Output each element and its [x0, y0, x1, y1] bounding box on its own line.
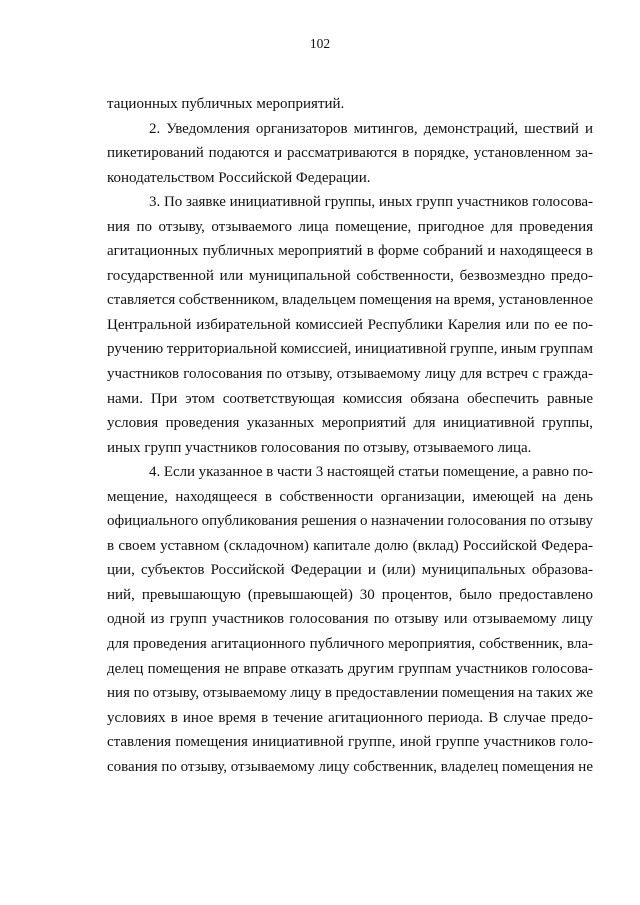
text-line: 3. По заявке инициативной группы, иных групп участников голосова- — [149, 194, 593, 211]
text-line: ции, субъектов Российской Федерации и (или) муниципальных образова- — [107, 562, 593, 579]
text-line: одной из групп участников голосования по отзыву или отзываемому лицу — [107, 611, 593, 628]
paragraph — [107, 190, 593, 460]
text-line: ния по отзыву, отзываемого лица помещение, пригодное для проведения — [107, 218, 593, 235]
text-line: условиях в иное время в течение агитационного периода. В случае предо- — [107, 709, 593, 726]
text-line: конодательством Российской Федерации. — [107, 169, 371, 186]
text-line: 4. Если указанное в части 3 настоящей статьи помещение, а равно по- — [149, 464, 593, 481]
text-line: тационных публичных мероприятий. — [107, 96, 345, 112]
text-line: ний, превышающую (превышающей) 30 процентов, было предоставлено — [107, 586, 593, 603]
text-line: мещение, находящееся в собственности организации, имеющей на день — [107, 488, 593, 505]
text-line: сования по отзыву, отзываемому лицу собственник, владелец помещения не — [107, 758, 593, 775]
text-line: 2. Уведомления организаторов митингов, демонстраций, шествий и — [149, 120, 593, 137]
text-line: официального опубликования решения о назначении голосования по отзыву — [107, 513, 593, 530]
text-line: для проведения агитационного публичного мероприятия, собственник, вла- — [107, 636, 593, 653]
text-line: нами. При этом соответствующая комиссия обязана обеспечить равные — [107, 390, 593, 407]
text-line: ставления помещения инициативной группе, иной группе участников голо- — [107, 734, 593, 751]
text-line: агитационных публичных мероприятий в форме собраний и находящееся в — [107, 243, 593, 260]
paragraph — [107, 92, 593, 117]
text-line: государственной или муниципальной собственности, безвозмездно предо- — [107, 267, 593, 284]
text-line: иных групп участников голосования по отзыву, отзываемого лица. — [107, 439, 532, 456]
body-text — [107, 92, 593, 779]
text-line: ручению территориальной комиссией, инициативной группе, иным группам — [107, 341, 593, 358]
text-line: условия проведения указанных мероприятий для инициативной группы, — [107, 415, 593, 432]
text-line: ния по отзыву, отзываемому лицу в предоставлении помещения на таких же — [107, 685, 593, 702]
paragraph — [107, 117, 593, 191]
text-line: участников голосования по отзыву, отзываемому лицу для встреч с гражда- — [107, 366, 593, 383]
text-line: пикетирований подаются и рассматриваются в порядке, установленном за- — [107, 145, 593, 162]
text-line: делец помещения не вправе отказать другим группам участников голосова- — [107, 660, 593, 677]
text-line: ставляется собственником, владельцем помещения на время, установленное — [107, 292, 593, 309]
page-number: 102 — [309, 36, 331, 51]
text-line: Центральной избирательной комиссией Республики Карелия или по ее по- — [107, 316, 593, 333]
text-line: в своем уставном (складочном) капитале долю (вклад) Российской Федера- — [107, 537, 593, 554]
paragraph — [107, 460, 593, 779]
